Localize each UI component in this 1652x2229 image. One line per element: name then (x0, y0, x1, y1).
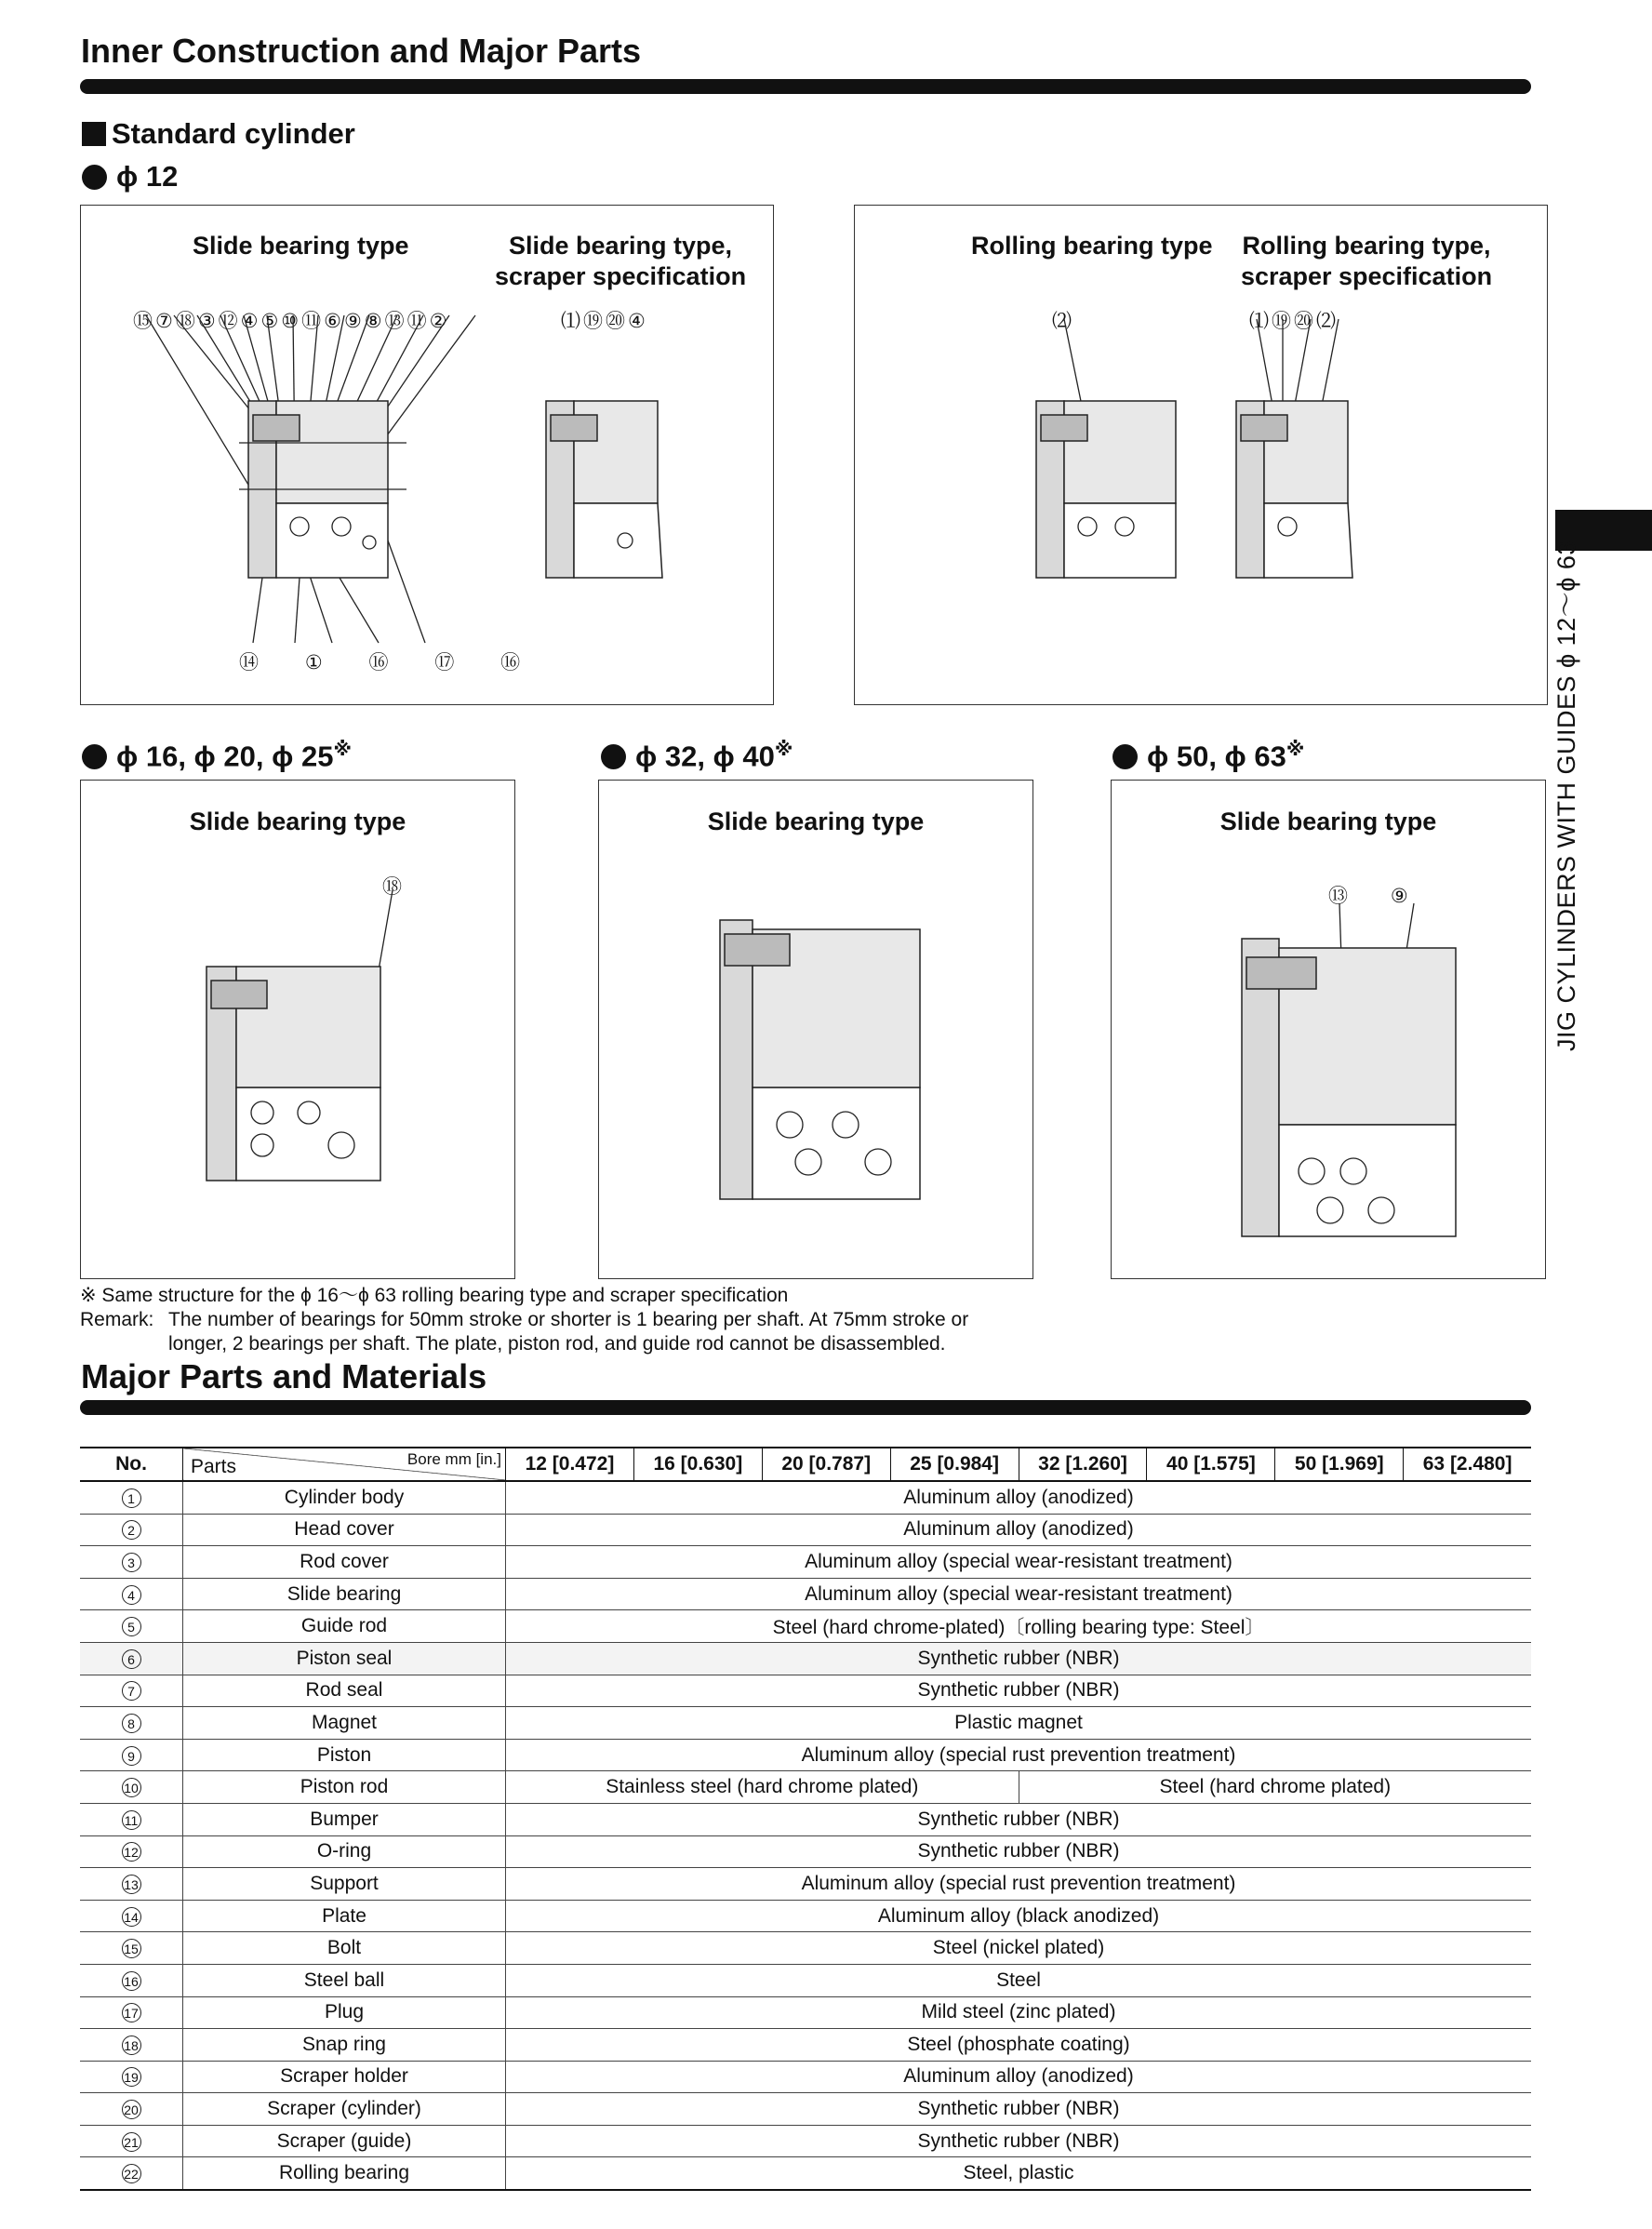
note-same-structure: ※ Same structure for the ϕ 16～ϕ 63 rolling bearing type and scraper specification (80, 1285, 789, 1306)
diagram-box-phi12-slide (80, 205, 774, 705)
row-material: Aluminum alloy (anodized) (506, 1514, 1532, 1546)
row-number (80, 1964, 183, 1996)
row-part-name: Rod seal (183, 1675, 506, 1707)
row-material: Aluminum alloy (special wear-resistant treatment) (506, 1578, 1532, 1610)
table-header-row (80, 1448, 1531, 1481)
row-material: Steel (506, 1964, 1532, 1996)
diagram-box-phi50-63 (1111, 780, 1546, 1279)
row-part-name: Scraper holder (183, 2061, 506, 2093)
table-row (80, 1546, 1531, 1579)
row-number-circle: 11 (122, 1810, 141, 1830)
header-bore: Bore mm [in.] (406, 1450, 501, 1468)
header-bore-20: 20 [0.787] (762, 1448, 890, 1481)
table-row (80, 1900, 1531, 1932)
row-number-circle: 20 (122, 2100, 141, 2119)
row-number-circle: 12 (122, 1842, 141, 1862)
header-bore-50: 50 [1.969] (1275, 1448, 1404, 1481)
row-material: Aluminum alloy (black anodized) (506, 1900, 1532, 1932)
row-material: Synthetic rubber (NBR) (506, 1675, 1532, 1707)
row-material: Aluminum alloy (anodized) (506, 2061, 1532, 2093)
cross-section-drawing-phi16 (81, 781, 514, 1278)
callout-numbers-rolling: ⑵ (1052, 311, 1072, 332)
caption-slide-bearing: Slide bearing type (193, 232, 409, 260)
cross-section-drawing-rolling (855, 206, 1547, 704)
row-number-circle: 1 (122, 1488, 141, 1508)
header-bore-16: 16 [0.630] (633, 1448, 762, 1481)
row-number (80, 1610, 183, 1643)
row-part-name: Bumper (183, 1803, 506, 1835)
remark-line-2: longer, 2 bearings per shaft. The plate, piston rod, and guide rod cannot be disassembled. (168, 1333, 946, 1355)
row-part-name: Cylinder body (183, 1481, 506, 1514)
row-material: Synthetic rubber (NBR) (506, 1642, 1532, 1675)
section-title-major-parts: Major Parts and Materials (81, 1357, 487, 1395)
row-number (80, 1707, 183, 1740)
row-number (80, 2125, 183, 2157)
row-number-circle: 13 (122, 1875, 141, 1894)
table-row (80, 1964, 1531, 1996)
header-bore-32: 32 [1.260] (1019, 1448, 1147, 1481)
caption-rolling-scraper: Rolling bearing type, scraper specification (1240, 232, 1493, 290)
row-number (80, 1932, 183, 1965)
row-number (80, 1803, 183, 1835)
row-number-circle: 6 (122, 1649, 141, 1669)
table-row (80, 2061, 1531, 2093)
row-number (80, 1900, 183, 1932)
row-part-name: Scraper (guide) (183, 2125, 506, 2157)
section-rule-2 (80, 1400, 1531, 1415)
table-row (80, 1932, 1531, 1965)
row-part-name: Guide rod (183, 1610, 506, 1643)
row-number-circle: 4 (122, 1585, 141, 1605)
size-label-16-25: ϕ 16, ϕ 20, ϕ 25※ (82, 738, 352, 773)
row-material-large-bore: Steel (hard chrome plated) (1019, 1771, 1531, 1804)
row-material: Synthetic rubber (NBR) (506, 2125, 1532, 2157)
table-row (80, 2125, 1531, 2157)
callout-numbers-bottom: ⑭ ① ⑯ ⑰ ⑯ (239, 652, 541, 674)
diagram-box-phi12-rolling (854, 205, 1548, 705)
header-bore-12: 12 [0.472] (506, 1448, 634, 1481)
row-material: Steel, plastic (506, 2157, 1532, 2190)
row-material: Steel (nickel plated) (506, 1932, 1532, 1965)
row-material: Synthetic rubber (NBR) (506, 1835, 1532, 1868)
diagram-box-phi16-25 (80, 780, 515, 1279)
row-material: Aluminum alloy (special rust prevention treatment) (506, 1868, 1532, 1901)
size-label-50-63: ϕ 50, ϕ 63※ (1112, 738, 1304, 773)
callout-numbers-large: ⑬ ⑨ (1328, 886, 1427, 907)
row-number-circle: 18 (122, 2035, 141, 2055)
row-number (80, 1514, 183, 1546)
row-number (80, 1868, 183, 1901)
row-number-circle: 14 (122, 1907, 141, 1927)
caption-rolling-bearing: Rolling bearing type (971, 232, 1213, 260)
square-bullet-icon (82, 122, 106, 146)
side-category-label: JIG CYLINDERS WITH GUIDES ϕ 12～ϕ 63 (1552, 541, 1580, 1051)
table-row (80, 1578, 1531, 1610)
table-body (80, 1481, 1531, 2190)
caption-slide-scraper: Slide bearing type, scraper specification (494, 232, 747, 290)
row-part-name: Bolt (183, 1932, 506, 1965)
table-row (80, 1771, 1531, 1804)
row-number-circle: 19 (122, 2067, 141, 2087)
row-number-circle: 8 (122, 1714, 141, 1733)
row-part-name: Head cover (183, 1514, 506, 1546)
remark-label: Remark: (80, 1309, 154, 1330)
row-part-name: Rolling bearing (183, 2157, 506, 2190)
row-material-small-bore: Stainless steel (hard chrome plated) (506, 1771, 1019, 1804)
table-row (80, 1481, 1531, 1514)
circle-bullet-icon (1112, 744, 1138, 769)
table-row (80, 1610, 1531, 1643)
table-row (80, 1739, 1531, 1771)
row-number-circle: 22 (122, 2164, 141, 2183)
row-part-name: Scraper (cylinder) (183, 2093, 506, 2126)
row-number-circle: 2 (122, 1520, 141, 1540)
table-row (80, 1803, 1531, 1835)
table-row (80, 1514, 1531, 1546)
row-number (80, 1481, 183, 1514)
header-bore-25: 25 [0.984] (890, 1448, 1019, 1481)
caption-slide-bearing-medium: Slide bearing type (707, 808, 925, 835)
row-number (80, 1546, 183, 1579)
phi12-heading: ϕ 12 (82, 160, 178, 194)
row-number-circle: 9 (122, 1746, 141, 1766)
row-number-circle: 5 (122, 1617, 141, 1636)
table-row (80, 1996, 1531, 2029)
circle-bullet-icon (601, 744, 626, 769)
row-part-name: Steel ball (183, 1964, 506, 1996)
standard-cylinder-heading: Standard cylinder (82, 117, 355, 151)
remark-line-1: The number of bearings for 50mm stroke or shorter is 1 bearing per shaft. At 75mm stroke or (168, 1309, 969, 1330)
row-part-name: Support (183, 1868, 506, 1901)
row-number (80, 2029, 183, 2062)
table-row (80, 1642, 1531, 1675)
row-part-name: Slide bearing (183, 1578, 506, 1610)
table-row (80, 2157, 1531, 2190)
row-part-name: Magnet (183, 1707, 506, 1740)
row-number (80, 2157, 183, 2190)
row-number (80, 1771, 183, 1804)
row-number (80, 1835, 183, 1868)
row-material: Steel (hard chrome-plated)〔rolling bearing type: Steel〕 (506, 1610, 1532, 1643)
header-bore-40: 40 [1.575] (1147, 1448, 1275, 1481)
row-part-name: Plate (183, 1900, 506, 1932)
row-number-circle: 10 (122, 1778, 141, 1797)
cross-section-drawing-phi50 (1112, 781, 1545, 1278)
section-rule (80, 79, 1531, 94)
row-number (80, 1739, 183, 1771)
caption-slide-bearing-small: Slide bearing type (189, 808, 406, 835)
diagram-box-phi32-40 (598, 780, 1033, 1279)
row-material: Aluminum alloy (special wear-resistant treatment) (506, 1546, 1532, 1579)
row-part-name: Snap ring (183, 2029, 506, 2062)
caption-slide-bearing-large: Slide bearing type (1219, 808, 1437, 835)
table-row (80, 1868, 1531, 1901)
circle-bullet-icon (82, 744, 107, 769)
callout-numbers-rolling-scraper: ⑴⑲⑳⑵ (1249, 311, 1339, 332)
row-part-name: Piston (183, 1739, 506, 1771)
callout-numbers-top2: ⑴⑲⑳④ (561, 311, 648, 332)
header-no: No. (80, 1448, 183, 1481)
row-part-name: Rod cover (183, 1546, 506, 1579)
parts-materials-table (80, 1447, 1531, 2191)
size-label-32-40: ϕ 32, ϕ 40※ (601, 738, 793, 773)
callout-numbers-small1: ⑱ (382, 876, 403, 898)
row-number (80, 2061, 183, 2093)
row-number (80, 2093, 183, 2126)
header-parts: Parts (191, 1456, 237, 1477)
row-material: Aluminum alloy (anodized) (506, 1481, 1532, 1514)
table-row (80, 2093, 1531, 2126)
callout-numbers-top: ⑮⑦⑱③⑫④⑤⑩⑪⑥⑨⑧⑬⑪② (133, 311, 450, 332)
section-title-inner-construction: Inner Construction and Major Parts (81, 32, 642, 70)
row-material: Aluminum alloy (special rust prevention treatment) (506, 1739, 1532, 1771)
row-number-circle: 16 (122, 1971, 141, 1991)
row-part-name: O-ring (183, 1835, 506, 1868)
row-material: Synthetic rubber (NBR) (506, 2093, 1532, 2126)
header-bore-63: 63 [2.480] (1404, 1448, 1531, 1481)
circle-bullet-icon (82, 165, 107, 190)
table-row (80, 1707, 1531, 1740)
row-part-name: Piston seal (183, 1642, 506, 1675)
row-number-circle: 15 (122, 1939, 141, 1958)
row-number-circle: 3 (122, 1553, 141, 1572)
cross-section-drawing-phi32 (599, 781, 1032, 1278)
cross-section-drawing-phi12 (81, 206, 773, 704)
row-number (80, 1578, 183, 1610)
row-part-name: Piston rod (183, 1771, 506, 1804)
row-number (80, 1996, 183, 2029)
row-material: Synthetic rubber (NBR) (506, 1803, 1532, 1835)
header-parts-bore (183, 1448, 506, 1481)
table-row (80, 1835, 1531, 1868)
row-number-circle: 17 (122, 2003, 141, 2022)
row-material: Plastic magnet (506, 1707, 1532, 1740)
row-number (80, 1675, 183, 1707)
table-row (80, 2029, 1531, 2062)
row-number (80, 1642, 183, 1675)
row-material: Steel (phosphate coating) (506, 2029, 1532, 2062)
row-part-name: Plug (183, 1996, 506, 2029)
table-row (80, 1675, 1531, 1707)
row-number-circle: 7 (122, 1681, 141, 1701)
row-number-circle: 21 (122, 2132, 141, 2152)
row-material: Mild steel (zinc plated) (506, 1996, 1532, 2029)
